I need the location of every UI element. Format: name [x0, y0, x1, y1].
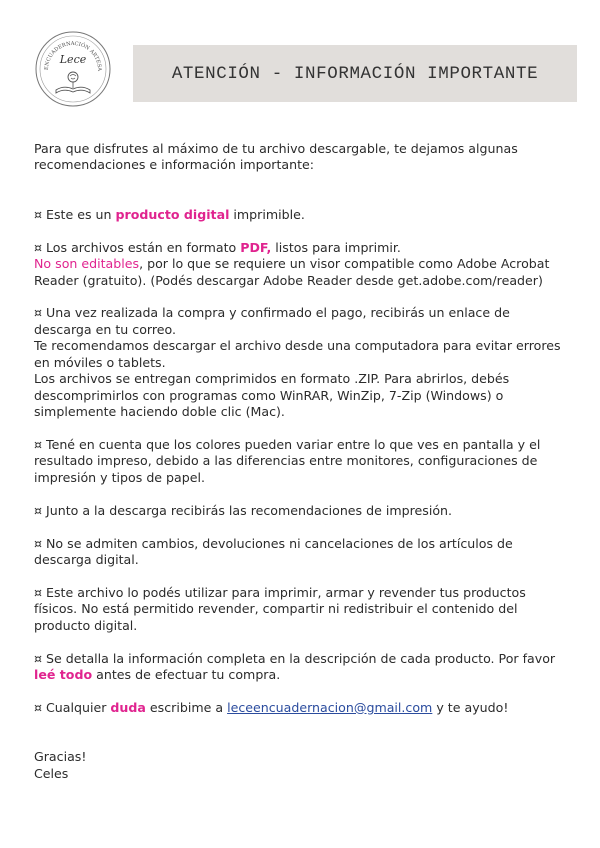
logo-seal-icon [34, 30, 112, 108]
text-line [34, 338, 594, 354]
text: descomprimirlos con programas como WinRAR, WinZip, 7-Zip (Windows) o [34, 387, 504, 403]
spacer [34, 568, 594, 584]
spacer [34, 716, 594, 732]
text-line [34, 651, 594, 667]
text: Los archivos se entregan comprimidos en formato .ZIP. Para abrirlos, debés [34, 371, 510, 387]
text-line [34, 141, 594, 157]
text: recomendaciones e información importante: [34, 157, 315, 173]
document-body [34, 141, 594, 782]
text-line [34, 157, 594, 173]
text: impresión y tipos de papel. [34, 469, 206, 485]
text-line [34, 256, 594, 272]
text: descarga en tu correo. [34, 321, 176, 337]
text: producto digital. [34, 617, 138, 633]
spacer [34, 420, 594, 436]
paragraph [34, 651, 594, 700]
spacer [34, 174, 594, 190]
text-line [34, 273, 594, 289]
highlighted-text: leé todo [34, 667, 93, 682]
text: imprimible. [229, 206, 305, 222]
text-line [34, 404, 594, 420]
highlighted-text: PDF, [240, 239, 272, 255]
highlighted-text: producto digital [115, 206, 230, 222]
text: resultado impreso, debido a las diferencias entre monitores, configuraciones de [34, 453, 538, 469]
text-line [34, 388, 594, 404]
spacer [34, 190, 594, 206]
text: , por lo que se requiere un visor compatible como Adobe Acrobat [139, 256, 550, 272]
paragraph [34, 749, 594, 782]
text-line [34, 437, 594, 453]
text: en móviles o tablets. [34, 354, 166, 370]
spacer [34, 289, 594, 305]
text: listos para imprimir. [271, 239, 401, 255]
paragraph [34, 536, 594, 585]
text-line [34, 207, 594, 223]
text-line [34, 355, 594, 371]
text: ¤ Tené en cuenta que los colores pueden variar entre lo que ves en pantalla y el [34, 436, 541, 452]
paragraph [34, 503, 594, 536]
text: ¤ Junto a la descarga recibirás las recomendaciones de impresión. [34, 502, 453, 518]
text-line [34, 453, 594, 469]
header-banner [133, 45, 577, 102]
text-line [34, 585, 594, 601]
spacer [34, 223, 594, 239]
paragraph [34, 700, 594, 749]
svg-text:Lece: Lece [59, 53, 87, 66]
paragraph [34, 305, 594, 437]
text-line [34, 240, 594, 256]
text: ¤ Cualquier [34, 699, 111, 715]
brand-logo [34, 30, 112, 108]
text: Gracias! [34, 749, 87, 765]
text-line [34, 766, 594, 782]
text: ¤ Se detalla la información completa en la descripción de cada producto. Por favor [34, 650, 556, 666]
text-line [34, 601, 594, 617]
text: ¤ Los archivos están en formato [34, 239, 241, 255]
text-line [34, 503, 594, 519]
highlighted-text: No son editables [34, 256, 140, 272]
text: y te ayudo! [432, 699, 509, 715]
spacer [34, 634, 594, 650]
text: escribime a [145, 699, 228, 715]
email-link[interactable]: leceencuadernacion@gmail.com [227, 699, 433, 715]
text: Reader (gratuito). (Podés descargar Adobe Reader desde get.adobe.com/reader) [34, 272, 543, 288]
text-line [34, 552, 594, 568]
paragraph [34, 207, 594, 240]
text: ¤ Este archivo lo podés utilizar para imprimir, armar y revender tus productos [34, 584, 526, 600]
page-title: ATENCIÓN - INFORMACIÓN IMPORTANTE [171, 63, 539, 84]
text-line [34, 371, 594, 387]
text-line [34, 470, 594, 486]
text: Celes [34, 765, 69, 781]
text: descarga digital. [34, 551, 139, 567]
text: ¤ Este es un [34, 206, 116, 222]
text: ¤ No se admiten cambios, devoluciones ni cancelaciones de los artículos de [34, 535, 513, 551]
paragraph [34, 141, 594, 207]
paragraph [34, 240, 594, 306]
svg-text:ENCUADERNACIÓN ARTESANAL: ENCUADERNACIÓN ARTESA [43, 40, 103, 72]
text-line [34, 618, 594, 634]
spacer [34, 519, 594, 535]
text: Para que disfrutes al máximo de tu archivo descargable, te dejamos algunas [34, 141, 518, 156]
text-line [34, 536, 594, 552]
text: antes de efectuar tu compra. [92, 667, 281, 682]
paragraph [34, 437, 594, 503]
spacer [34, 733, 594, 749]
text-line [34, 322, 594, 338]
text-line [34, 749, 594, 765]
text: físicos. No está permitido revender, compartir ni redistribuir el contenido del [34, 601, 518, 617]
text: simplemente haciendo doble clic (Mac). [34, 404, 285, 419]
paragraph [34, 585, 594, 651]
text-line [34, 700, 594, 716]
highlighted-text: duda [110, 699, 146, 715]
spacer [34, 486, 594, 502]
text: ¤ Una vez realizada la compra y confirmado el pago, recibirás un enlace de [34, 305, 510, 321]
text-line [34, 305, 594, 321]
text-line [34, 667, 594, 683]
spacer [34, 683, 594, 699]
text: Te recomendamos descargar el archivo desde una computadora para evitar errores [34, 338, 561, 354]
